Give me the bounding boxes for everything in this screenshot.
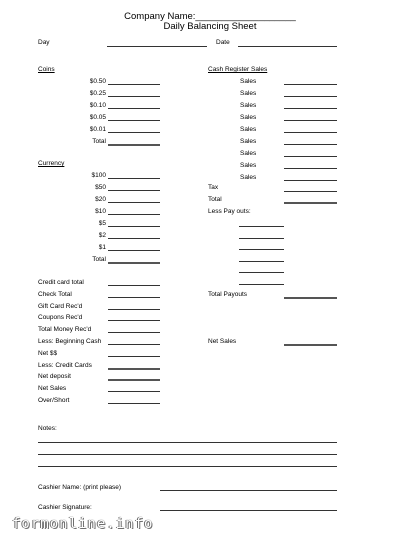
summary-field[interactable] [108, 403, 160, 404]
net-sales-right-label: Net Sales [208, 338, 237, 345]
sales-label: Sales [240, 114, 257, 121]
tax-field[interactable] [284, 191, 337, 192]
sales-field[interactable] [284, 180, 337, 181]
coins-total-label: Total [92, 138, 106, 145]
coin-amount-field[interactable] [108, 96, 160, 97]
payout-field[interactable] [239, 272, 284, 273]
sales-label: Sales [240, 162, 257, 169]
summary-field[interactable] [108, 391, 160, 392]
coin-amount-field[interactable] [108, 108, 160, 109]
currency-amount-field[interactable] [108, 226, 160, 227]
page-title: Daily Balancing Sheet [163, 21, 257, 32]
summary-field[interactable] [108, 320, 160, 321]
currency-denomination-label: $100 [91, 172, 106, 179]
summary-label: Net Sales [38, 385, 67, 393]
currency-denomination-label: $5 [98, 220, 106, 227]
summary-field[interactable] [108, 297, 160, 298]
coin-denomination-label: $0.01 [89, 126, 106, 133]
summary-label: Less: Beginning Cash [38, 338, 102, 345]
sales-label: Sales [240, 138, 257, 145]
summary-label: Coupons Rec'd [38, 314, 83, 322]
coin-amount-field[interactable] [108, 120, 160, 121]
sales-label: Sales [240, 174, 257, 181]
summary-label: Gift Card Rec'd [38, 302, 83, 310]
total-payouts-label: Total Payouts [208, 291, 248, 298]
summary-field[interactable] [108, 356, 160, 357]
currency-denomination-label: $1 [98, 244, 106, 251]
currency-amount-field[interactable] [108, 250, 160, 251]
day-field[interactable] [107, 46, 207, 47]
date-field[interactable] [238, 46, 337, 47]
sales-field[interactable] [284, 96, 337, 97]
currency-amount-field[interactable] [108, 190, 160, 191]
currency-amount-field[interactable] [108, 238, 160, 239]
sales-field[interactable] [284, 84, 337, 85]
coin-denomination-label: $0.25 [89, 90, 106, 97]
currency-amount-field[interactable] [108, 178, 160, 179]
sales-label: Sales [240, 90, 257, 97]
summary-label: Check Total [38, 290, 72, 298]
sales-field[interactable] [284, 132, 337, 133]
payout-field[interactable] [239, 261, 284, 262]
cashier-signature-label: Cashier Signature: [38, 504, 92, 511]
currency-amount-field[interactable] [108, 202, 160, 203]
cash-register-heading: Cash Register Sales [208, 66, 268, 73]
currency-amount-field[interactable] [108, 214, 160, 215]
summary-field[interactable] [108, 368, 160, 370]
net-sales-right-field[interactable] [284, 344, 337, 346]
sales-field[interactable] [284, 108, 337, 109]
summary-label: Net $$ [38, 349, 58, 357]
summary-field[interactable] [108, 379, 160, 381]
sales-label: Sales [240, 102, 257, 109]
notes-line[interactable] [38, 466, 337, 467]
payout-field[interactable] [239, 226, 284, 227]
summary-field[interactable] [108, 332, 160, 333]
currency-denomination-label: $20 [95, 196, 106, 203]
currency-total-label: Total [92, 256, 106, 263]
less-payouts-label: Less Pay outs: [208, 208, 251, 215]
summary-label: Over/Short [38, 397, 70, 404]
day-label: Day [38, 39, 50, 46]
summary-label: Credit card total [38, 279, 84, 286]
sales-label: Sales [240, 150, 257, 157]
coin-denomination-label: $0.50 [89, 78, 106, 85]
cashier-name-label: Cashier Name: (print please) [38, 484, 122, 491]
coin-denomination-label: $0.10 [89, 102, 106, 109]
register-total-field[interactable] [284, 202, 337, 204]
sales-label: Sales [240, 126, 257, 133]
notes-label: Notes: [38, 425, 57, 432]
summary-field[interactable] [108, 309, 160, 310]
register-total-label: Total [208, 196, 222, 203]
payout-field[interactable] [239, 284, 284, 285]
sales-field[interactable] [284, 156, 337, 157]
coin-amount-field[interactable] [108, 84, 160, 85]
currency-total-field[interactable] [108, 262, 160, 264]
cashier-signature-field[interactable] [160, 510, 337, 511]
coins-total-field[interactable] [108, 144, 160, 146]
summary-label: Net deposit [38, 373, 71, 381]
notes-line[interactable] [38, 454, 337, 455]
total-payouts-field[interactable] [284, 297, 337, 299]
sales-field[interactable] [284, 120, 337, 121]
summary-field[interactable] [108, 285, 160, 286]
tax-label: Tax [208, 184, 219, 191]
coin-denomination-label: $0.05 [89, 114, 106, 121]
sales-label: Sales [240, 78, 257, 85]
currency-denomination-label: $10 [95, 208, 106, 215]
sales-field[interactable] [284, 144, 337, 145]
summary-label: Total Money Rec'd [38, 326, 92, 334]
summary-label: Less: Credit Cards [38, 361, 92, 369]
coin-amount-field[interactable] [108, 132, 160, 133]
coins-heading: Coins [38, 66, 55, 73]
sales-field[interactable] [284, 168, 337, 169]
currency-heading: Currency [38, 160, 65, 167]
currency-denomination-label: $50 [95, 184, 106, 191]
payout-field[interactable] [239, 238, 284, 239]
summary-field[interactable] [108, 344, 160, 345]
cashier-name-field[interactable] [160, 490, 337, 491]
payout-field[interactable] [239, 249, 284, 250]
date-label: Date [216, 39, 230, 46]
currency-denomination-label: $2 [98, 232, 106, 239]
company-name-heading: Company Name:___________________ [124, 11, 296, 22]
watermark: formonline.info [12, 516, 154, 532]
notes-line[interactable] [38, 442, 337, 443]
